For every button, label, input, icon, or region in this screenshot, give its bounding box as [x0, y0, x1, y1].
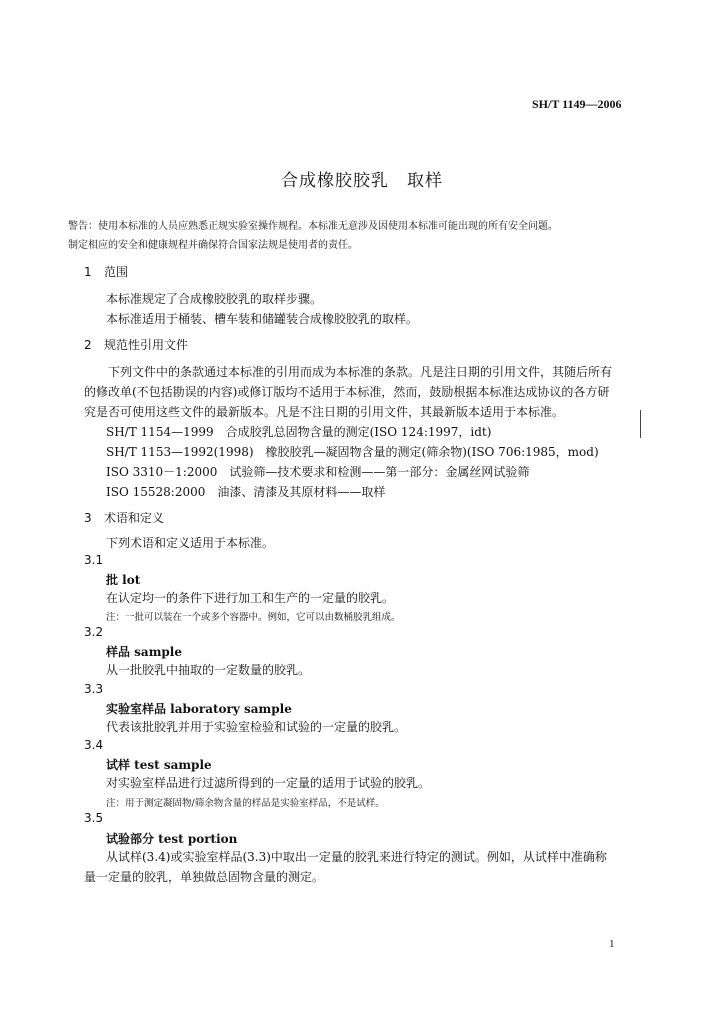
term-definition: 在认定均一的条件下进行加工和生产的一定量的胶乳。: [106, 591, 395, 605]
term-name: 样品 sample: [106, 645, 182, 659]
term-number: 3.1: [84, 553, 104, 567]
term-definition-line-1: 从试样(3.4)或实验室样品(3.3)中取出一定量的胶乳来进行特定的测试。例如，从试样中准确称: [106, 850, 607, 864]
term-definition: 对实验室样品进行过滤所得到的一定量的适用于试验的胶乳。: [106, 776, 431, 790]
term-name: 试样 test sample: [106, 758, 212, 772]
section-2-paragraph-line-1: 下列文件中的条款通过本标准的引用而成为本标准的条款。凡是注日期的引用文件，其随后所有: [84, 365, 613, 379]
term-number: 3.5: [84, 811, 104, 825]
page-number: 1: [609, 938, 615, 950]
section-1-heading: [84, 263, 128, 280]
section-3-number: 3: [84, 511, 92, 525]
reference-item: ISO 15528:2000 油漆、清漆及其原材料——取样: [106, 485, 386, 499]
section-1-title: 范围: [104, 265, 129, 279]
section-2-title: 规范性引用文件: [104, 338, 189, 352]
term-number: 3.2: [84, 625, 104, 639]
margin-change-bar: [640, 410, 641, 438]
section-1-paragraph-1: 本标准规定了合成橡胶胶乳的取样步骤。: [106, 292, 323, 306]
warning-line-2: 制定相应的安全和健康规程并确保符合国家法规是使用者的责任。: [68, 240, 358, 251]
page-title: 合成橡胶胶乳 取样: [281, 171, 443, 191]
term-note: 注：用于测定凝固物/筛余物含量的样品是实验室样品，不是试样。: [106, 798, 385, 809]
section-2-heading: [84, 336, 188, 353]
section-2-paragraph-line-3: 究是否可使用这些文件的最新版本。凡是不注日期的引用文件，其最新版本适用于本标准。: [84, 405, 565, 419]
section-3-title: 术语和定义: [104, 511, 165, 525]
term-number: 3.3: [84, 682, 104, 696]
term-name: 试验部分 test portion: [106, 832, 238, 846]
section-3-intro: 下列术语和定义适用于本标准。: [106, 536, 275, 550]
reference-item: SH/T 1153—1992(1998) 橡胶胶乳—凝固物含量的测定(筛余物)(ISO 706:1985，mod): [106, 445, 599, 459]
term-definition-line-2: 量一定量的胶乳，单独做总固物含量的测定。: [84, 870, 325, 884]
term-number: 3.4: [84, 738, 104, 752]
warning-text: [68, 217, 668, 255]
reference-item: SH/T 1154—1999 合成胶乳总固物含量的测定(ISO 124:1997，idt): [106, 425, 492, 439]
term-name: 批 lot: [106, 573, 141, 587]
term-definition: 代表该批胶乳并用于实验室检验和试验的一定量的胶乳。: [106, 720, 407, 734]
standard-code: SH/T 1149—2006: [532, 97, 622, 111]
term-note: 注：一批可以装在一个或多个容器中。例如，它可以由数桶胶乳组成。: [106, 612, 401, 623]
section-1-paragraph-2: 本标准适用于桶装、槽车装和储罐装合成橡胶胶乳的取样。: [106, 312, 419, 326]
term-definition: 从一批胶乳中抽取的一定数量的胶乳。: [106, 663, 311, 677]
term-name: 实验室样品 laboratory sample: [106, 702, 292, 716]
section-2-paragraph: [84, 362, 644, 422]
section-3-heading: [84, 509, 164, 526]
section-1-number: 1: [84, 265, 92, 279]
section-2-number: 2: [84, 338, 92, 352]
warning-line-1: 警告：使用本标准的人员应熟悉正规实验室操作规程。本标准无意涉及因使用本标准可能出现的所有安全问题。: [68, 221, 558, 232]
reference-item: ISO 3310－1:2000 试验筛—技术要求和检测——第一部分：金属丝网试验筛: [106, 465, 530, 479]
section-2-paragraph-line-2: 的修改单(不包括勘误的内容)或修订版均不适用于本标准，然而，鼓励根据本标准达成协议的各方研: [84, 385, 610, 399]
